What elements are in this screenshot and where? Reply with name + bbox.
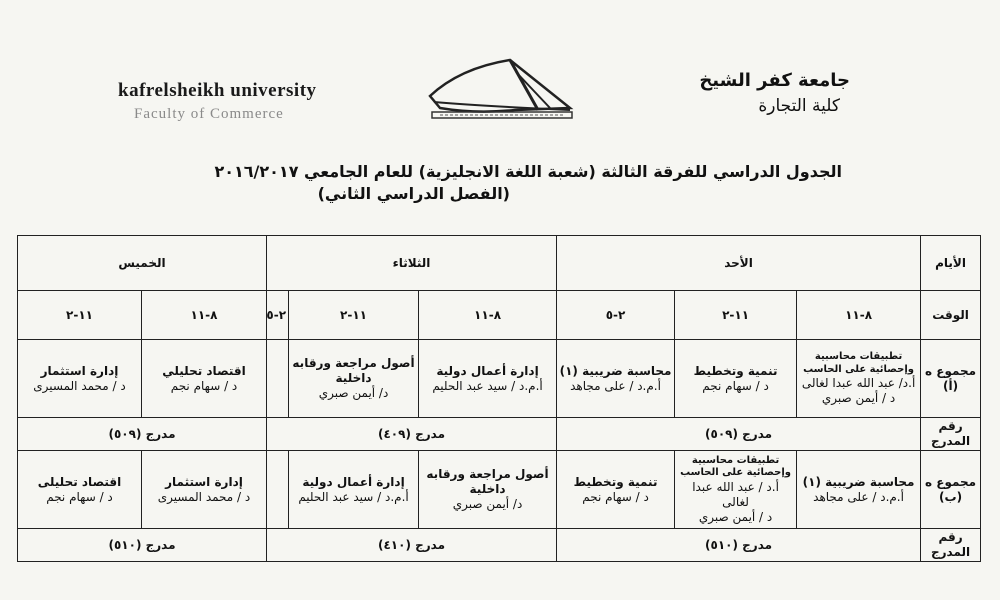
schedule-semester: (الفصل الدراسي الثاني) <box>317 184 510 203</box>
course-cell <box>267 451 289 529</box>
university-name-ar: جامعة كفر الشيخ <box>699 70 850 91</box>
hall-sunday-a: مدرج (٥٠٩) <box>557 418 921 451</box>
day-sunday: الأحد <box>557 236 921 291</box>
time-header: الوقت <box>921 291 981 340</box>
hall-thursday-a: مدرج (٥٠٩) <box>18 418 267 451</box>
course-cell: محاسبة ضريبية (١) أ.م.د / على مجاهد <box>557 340 675 418</box>
group-a-label: مجموع ه (أ) <box>921 340 981 418</box>
schedule-table <box>17 235 981 562</box>
course-cell: إدارة أعمال دولية أ.م.د / سيد عبد الحليم <box>289 451 419 529</box>
time-slot: ٨-١١ <box>419 291 557 340</box>
hall-tuesday-a: مدرج (٤٠٩) <box>267 418 557 451</box>
time-slot: ١١-٢ <box>289 291 419 340</box>
time-slot: ١١-٢ <box>18 291 142 340</box>
course-cell: تنمية وتخطيط د / سهام نجم <box>557 451 675 529</box>
hall-label: رقم المدرج <box>921 418 981 451</box>
time-slot: ١١-٢ <box>675 291 797 340</box>
hall-thursday-b: مدرج (٥١٠) <box>18 529 267 562</box>
day-tuesday: الثلاثاء <box>267 236 557 291</box>
faculty-name-ar: كلية التجارة <box>758 96 840 116</box>
course-cell: اقتصاد تحليلى د / سهام نجم <box>18 451 142 529</box>
time-slot: ٢-٥ <box>557 291 675 340</box>
course-cell: تطبيقات محاسبية وإحصائية على الحاسب أ.د/ عبد الله عبدا لغالى د / أيمن صبري <box>797 340 921 418</box>
course-cell: اقتصاد تحليلي د / سهام نجم <box>142 340 267 418</box>
course-cell: أصول مراجعة ورقابه داخلية د/ أيمن صبري <box>419 451 557 529</box>
time-slot: ٢-٥ <box>267 291 289 340</box>
course-cell: محاسبة ضريبية (١) أ.م.د / على مجاهد <box>797 451 921 529</box>
course-cell: إدارة استثمار د / محمد المسيرى <box>142 451 267 529</box>
hall-label: رقم المدرج <box>921 529 981 562</box>
hall-tuesday-b: مدرج (٤١٠) <box>267 529 557 562</box>
university-name-en: kafrelsheikh university <box>118 80 317 101</box>
schedule-title: الجدول الدراسي للفرقة الثالثة (شعبة اللغة الانجليزية) للعام الجامعي ٢٠١٦/٢٠١٧ <box>214 162 842 181</box>
university-logo <box>420 48 585 128</box>
day-thursday: الخميس <box>18 236 267 291</box>
course-cell <box>267 340 289 418</box>
time-slot: ٨-١١ <box>142 291 267 340</box>
course-cell: إدارة استثمار د / محمد المسيرى <box>18 340 142 418</box>
group-b-label: مجموع ه (ب) <box>921 451 981 529</box>
course-cell: تطبيقات محاسبية وإحصائية على الحاسب أ.د / عبد الله عبدا لغالى د / أيمن صبري <box>675 451 797 529</box>
days-header: الأيام <box>921 236 981 291</box>
course-cell: إدارة أعمال دولية أ.م.د / سيد عبد الحليم <box>419 340 557 418</box>
course-cell: أصول مراجعة ورقابه داخلية د/ أيمن صبري <box>289 340 419 418</box>
time-slot: ٨-١١ <box>797 291 921 340</box>
hall-sunday-b: مدرج (٥١٠) <box>557 529 921 562</box>
faculty-name-en: Faculty of Commerce <box>134 106 284 122</box>
course-cell: تنمية وتخطيط د / سهام نجم <box>675 340 797 418</box>
